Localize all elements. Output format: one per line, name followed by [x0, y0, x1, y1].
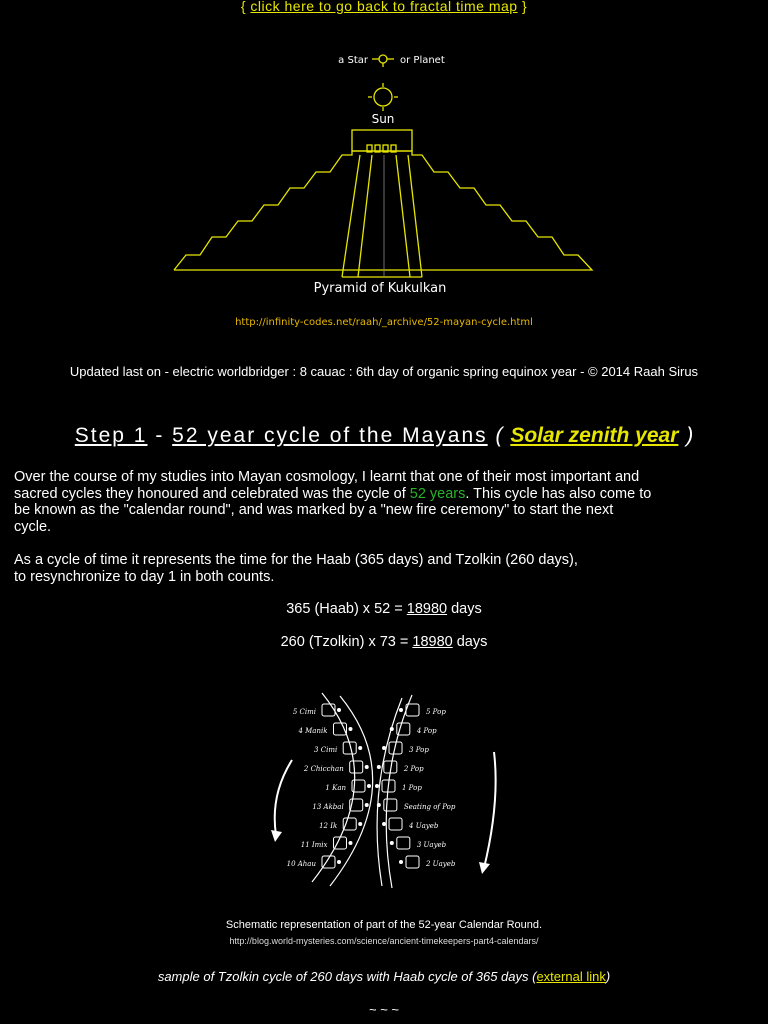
haab-calculation	[0, 601, 768, 617]
right-glyph-row	[399, 856, 456, 868]
day-label: 3 Uayeb	[416, 841, 447, 849]
day-label: 2 Uayeb	[426, 860, 456, 868]
day-label: 4 Manik	[298, 727, 328, 735]
image-caption: Schematic representation of part of the 52-year Calendar Round.	[225, 919, 543, 931]
left-glyph-row	[303, 761, 369, 773]
day-label: 3 Cimi	[314, 746, 338, 754]
right-glyph-row	[377, 761, 424, 773]
star-label-right: or Planet	[400, 55, 445, 66]
right-glyph-row	[377, 799, 456, 811]
day-label: 1 Kan	[325, 784, 346, 792]
intro-paragraph	[14, 469, 654, 535]
day-label: 3 Pop	[409, 746, 429, 754]
sample-close: )	[605, 969, 611, 984]
tzolkin-calc-suffix: days	[452, 634, 488, 650]
right-glyph-row	[375, 780, 422, 792]
left-glyph-row	[325, 780, 371, 792]
number-dot	[365, 803, 369, 807]
calendar-round-image	[262, 690, 512, 890]
number-dot	[337, 708, 341, 712]
number-dot	[348, 727, 352, 731]
right-glyph-row	[390, 837, 447, 849]
tzolkin-calculation	[0, 634, 768, 650]
number-dot	[390, 841, 394, 845]
pyramid-diagram	[160, 45, 610, 335]
caption-source-url: http://blog.world-mysteries.com/science/ancient-timekeepers-part4-calendars/	[229, 936, 539, 946]
day-glyph	[406, 856, 419, 868]
section-heading	[0, 424, 768, 448]
close-brace: }	[521, 0, 528, 14]
heading-title: 52 year cycle of the Mayans	[172, 424, 488, 447]
pyramid-label: Pyramid of Kukulkan	[313, 281, 447, 296]
stair-outer-right	[408, 155, 422, 277]
pyramid-steps-outline	[174, 151, 592, 270]
day-label: 2 Pop	[403, 765, 424, 773]
left-glyph-row	[301, 837, 353, 849]
step-label: Step 1	[74, 424, 148, 447]
right-glyph-row	[390, 723, 437, 735]
day-label: 10 Ahau	[286, 860, 316, 868]
cycle-line-1: As a cycle of time it represents the time for the Haab (365 days) and Tzolkin (260 days),	[14, 552, 578, 568]
day-label: 12 Ik	[319, 822, 338, 830]
tzolkin-calc-value: 18980	[412, 634, 453, 650]
day-label: 11 Imix	[300, 841, 328, 849]
day-label: 13 Akbal	[312, 803, 344, 811]
close-paren: )	[686, 424, 694, 447]
sample-note	[0, 969, 768, 984]
left-glyph-row	[314, 742, 362, 754]
star-label-left: a Star	[338, 55, 368, 66]
heading-dash: -	[155, 424, 165, 447]
day-label: 1 Pop	[402, 784, 422, 792]
number-dot	[390, 727, 394, 731]
number-dot	[348, 841, 352, 845]
stair-inner-left	[358, 155, 372, 277]
day-label: 4 Uayeb	[409, 822, 439, 830]
intro-text-before: Over the course of my studies into Mayan cosmology, I learnt that one of their most important and sacred cycles they honoured and celebrated was the cycle of	[14, 469, 640, 502]
sun-label: Sun	[371, 112, 395, 126]
stair-outer-left	[342, 155, 360, 277]
day-glyph	[397, 837, 410, 849]
day-label: 4 Pop	[416, 727, 437, 735]
temple-top	[352, 130, 412, 151]
number-dot	[358, 746, 362, 750]
number-dot	[367, 784, 371, 788]
day-glyph	[389, 818, 402, 830]
section-divider: ~ ~ ~	[369, 1002, 399, 1017]
right-direction-arrow	[484, 752, 496, 868]
number-dot	[337, 860, 341, 864]
tzolkin-calc-prefix: 260 (Tzolkin) x 73 =	[280, 634, 413, 650]
right-glyph-row	[399, 704, 446, 716]
heading-subtitle: Solar zenith year	[510, 424, 679, 447]
updated-notice: Updated last on - electric worldbridger : 8 cauac : 6th day of organic spring equinox year - © 2014 Raah Sirus	[69, 364, 699, 379]
cycle-line-2: to resynchronize to day 1 in both counts.	[14, 568, 275, 585]
number-dot	[375, 784, 379, 788]
right-glyph-row	[382, 818, 439, 830]
back-nav	[0, 0, 768, 14]
external-link[interactable]: external link	[536, 969, 606, 984]
tzolkin-glyphs	[287, 704, 371, 868]
star-symbol	[379, 55, 387, 63]
day-label: 5 Cimi	[292, 708, 316, 716]
left-arrow-head	[271, 830, 282, 842]
number-dot	[377, 803, 381, 807]
stair-inner-right	[396, 155, 410, 277]
day-label: Seating of Pop	[403, 803, 456, 811]
sample-text: sample of Tzolkin cycle of 260 days with Haab cycle of 365 days (	[157, 969, 537, 984]
left-glyph-row	[319, 818, 362, 830]
left-glyph-row	[312, 799, 368, 811]
day-glyph	[384, 799, 397, 811]
day-glyph	[322, 704, 335, 716]
open-brace: {	[240, 0, 247, 14]
day-glyph	[343, 818, 356, 830]
cycle-paragraph	[14, 552, 654, 585]
number-dot	[377, 765, 381, 769]
number-dot	[382, 822, 386, 826]
day-label: 5 Pop	[426, 708, 446, 716]
left-direction-arrow	[275, 760, 292, 835]
number-dot	[358, 822, 362, 826]
haab-calc-suffix: days	[447, 601, 482, 617]
diagram-url: http://infinity-codes.net/raah/_archive/52-mayan-cycle.html	[235, 317, 533, 328]
haab-calc-prefix: 365 (Haab) x 52 =	[286, 601, 407, 617]
right-glyph-row	[382, 742, 429, 754]
number-dot	[382, 746, 386, 750]
haab-calc-value: 18980	[406, 601, 448, 617]
day-label: 2 Chicchan	[303, 765, 344, 773]
number-dot	[399, 860, 403, 864]
back-to-fractal-time-map-link[interactable]: click here to go back to fractal time map	[250, 0, 518, 14]
highlight-52-years: 52 years	[409, 485, 466, 502]
day-glyph	[350, 761, 363, 773]
left-glyph-row	[287, 856, 341, 868]
sun-symbol	[374, 88, 392, 106]
open-paren: (	[495, 424, 503, 447]
number-dot	[365, 765, 369, 769]
right-arrow-head	[479, 862, 490, 874]
intro-text-after: . This cycle has also come to be known as the "calendar round", and was marked by a "new fire ceremony" to start the next cycle.	[14, 485, 652, 535]
number-dot	[399, 708, 403, 712]
